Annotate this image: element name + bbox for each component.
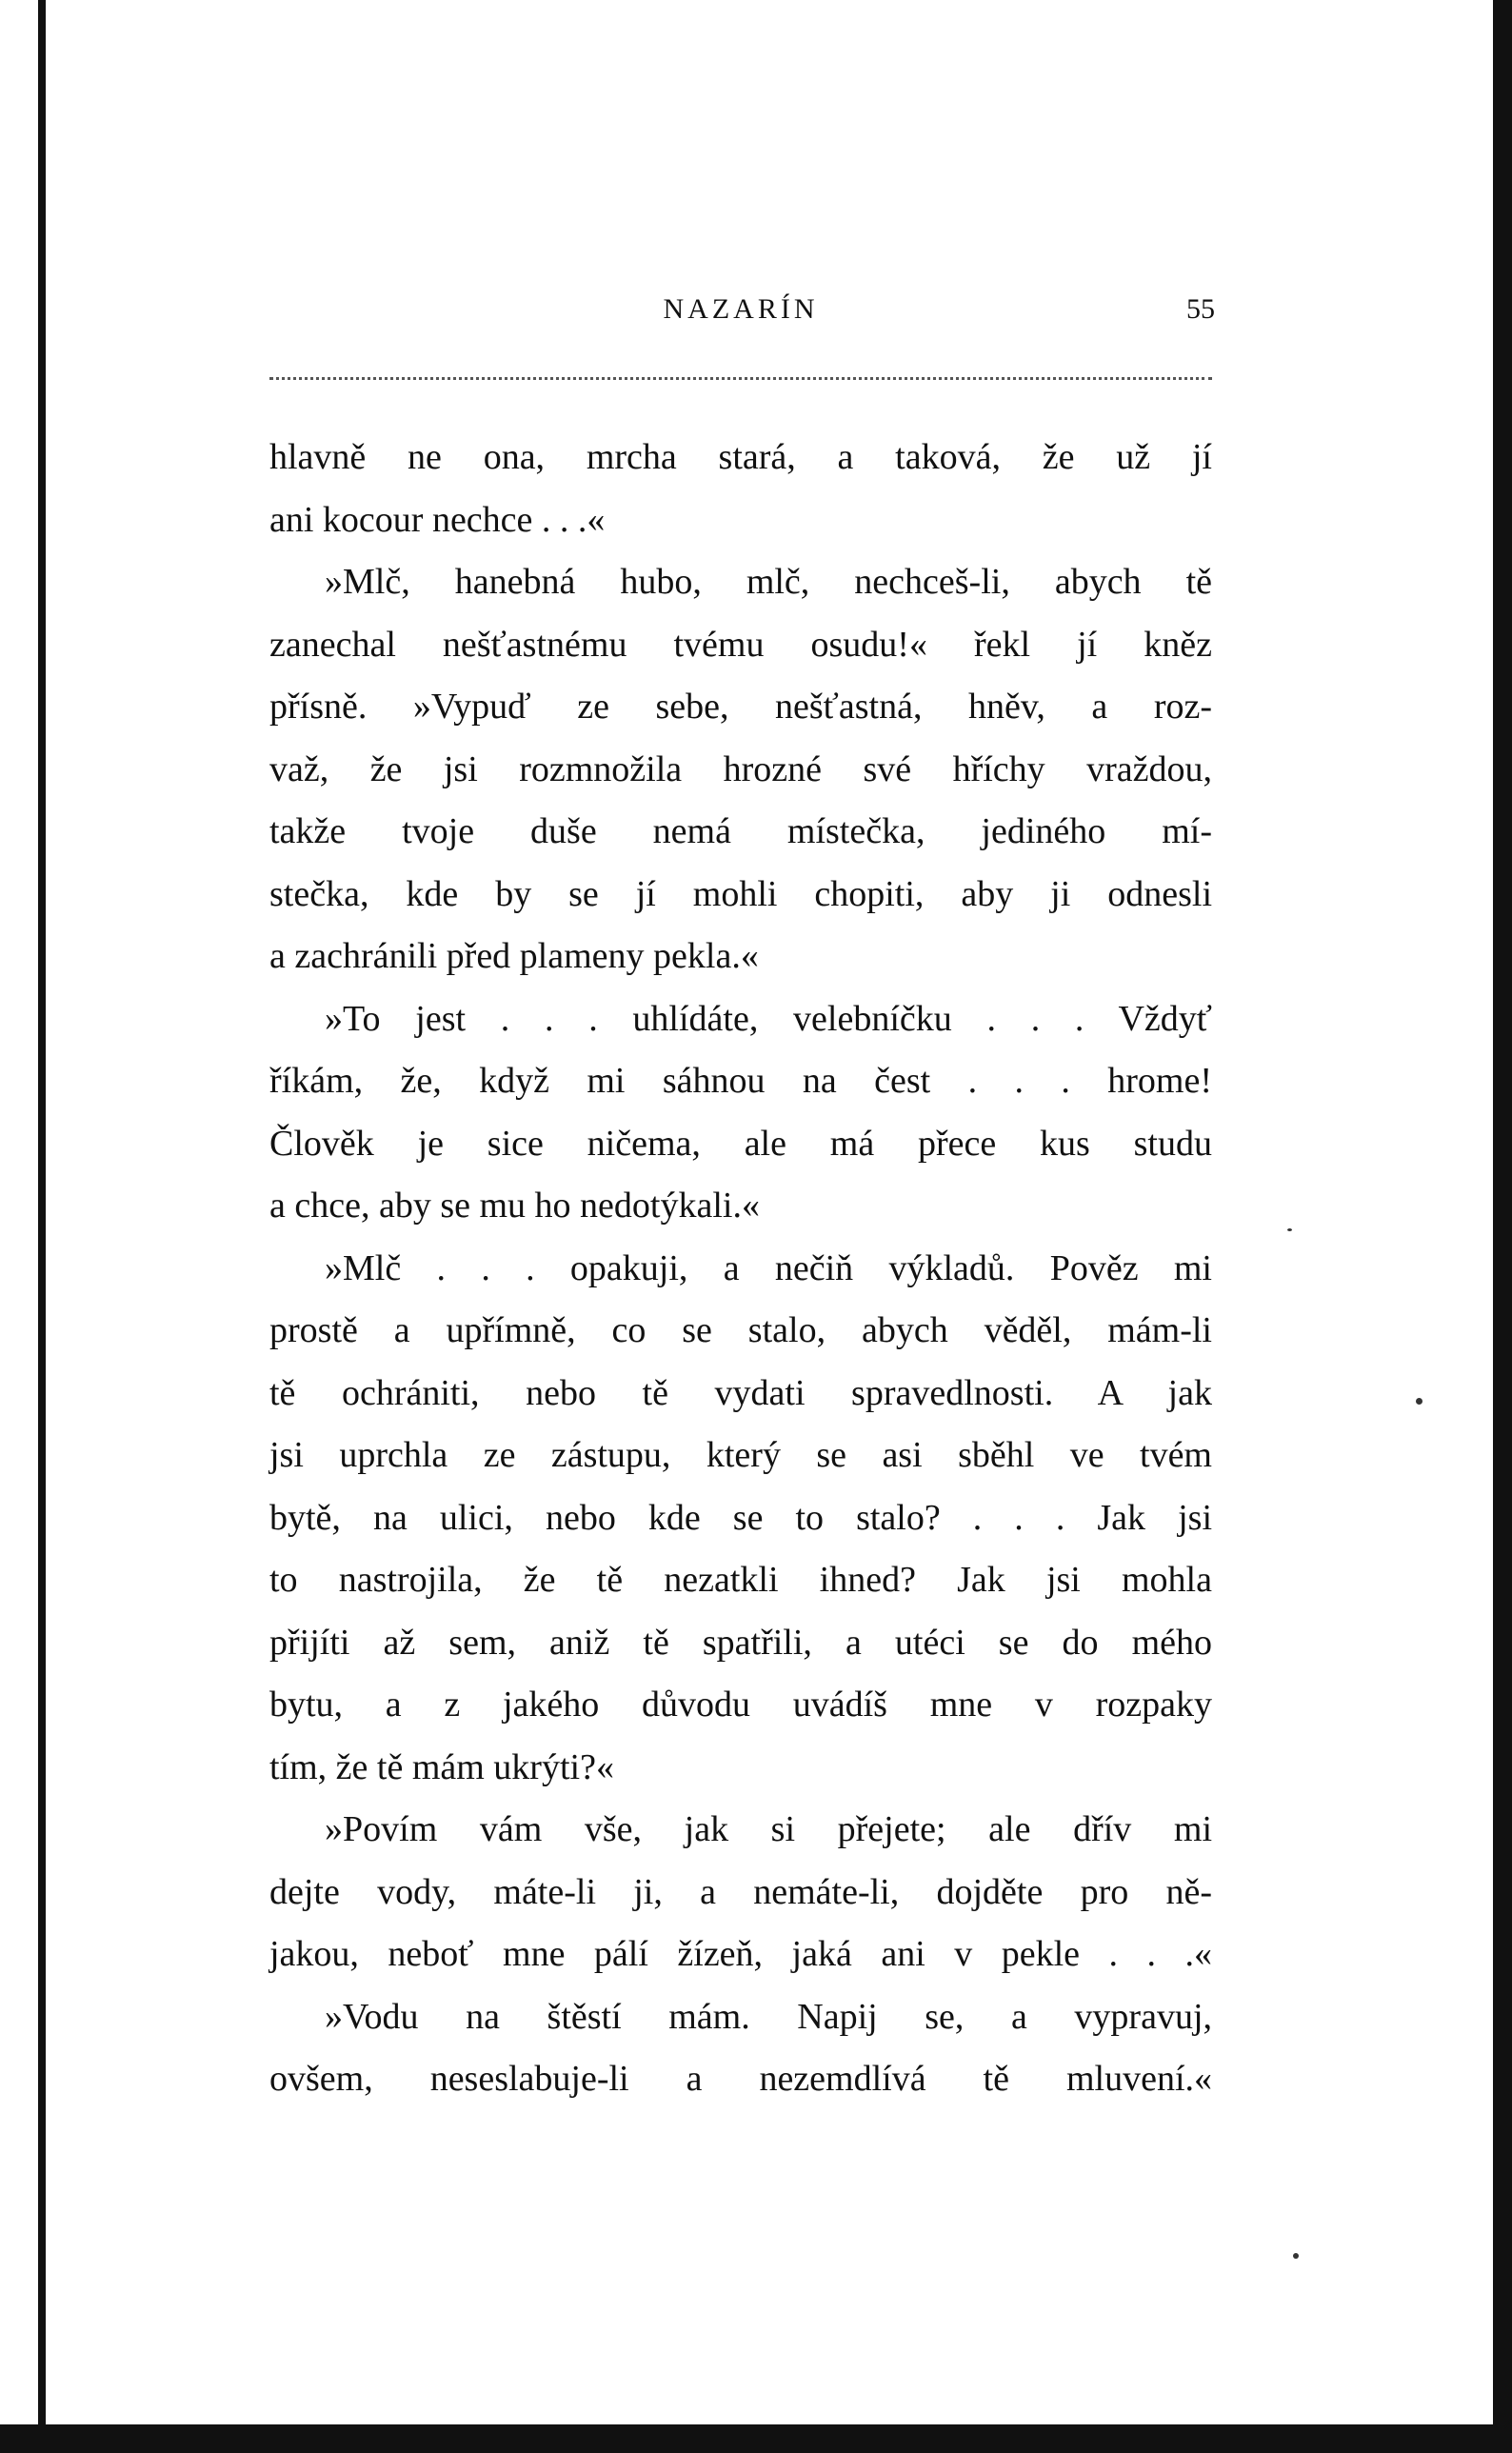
text-line: tě ochrániti, nebo tě vydati spravedlnosti. A jak	[269, 1372, 1212, 1413]
header-dotted-rule	[269, 377, 1212, 380]
text-line: tím, že tě mám ukrýti?«	[269, 1746, 614, 1787]
text-line: jakou, neboť mne pálí žízeň, jaká ani v pekle . . .«	[269, 1934, 1212, 1974]
running-head	[269, 288, 1215, 333]
text-line: bytě, na ulici, nebo kde se to stalo? . . . Jak jsi	[269, 1497, 1212, 1538]
text-line: prostě a upřímně, co se stalo, abych věděl, mám-li	[269, 1310, 1212, 1350]
page-number: 55	[1186, 293, 1215, 325]
text-line: jsi uprchla ze zástupu, který se asi sběhl ve tvém	[269, 1435, 1212, 1475]
text-line: »Vodu na štěstí mám. Napij se, a vypravuj,	[325, 1996, 1212, 2037]
text-line: »To jest . . . uhlídáte, velebníčku . . . Vždyť	[325, 998, 1212, 1039]
body-text	[269, 427, 1212, 2111]
text-line: takže tvoje duše nemá místečka, jediného mí-	[269, 811, 1212, 851]
text-line: přijíti až sem, aniž tě spatřili, a utéci se do mého	[269, 1622, 1212, 1663]
text-line: stečka, kde by se jí mohli chopiti, aby ji odnesli	[269, 873, 1212, 914]
text-line: dejte vody, máte-li ji, a nemáte-li, dojděte pro ně-	[269, 1871, 1212, 1912]
scan-right-edge	[1493, 0, 1512, 2453]
text-line: říkám, že, když mi sáhnou na čest . . . hrome!	[269, 1061, 1212, 1101]
text-line: ani kocour nechce . . .«	[269, 499, 606, 540]
text-line: Člověk je sice ničema, ale má přece kus studu	[269, 1123, 1212, 1164]
scan-speck	[1416, 1398, 1422, 1405]
text-line: bytu, a z jakého důvodu uvádíš mne v rozpaky	[269, 1685, 1212, 1725]
text-line: ovšem, neseslabuje-li a nezemdlívá tě mluvení.«	[269, 2059, 1212, 2099]
text-line: »Mlč . . . opakuji, a nečiň výkladů. Pověz mi	[325, 1247, 1212, 1288]
scan-speck	[1287, 1228, 1292, 1231]
scan-bottom-edge	[0, 2424, 1512, 2453]
text-line: a chce, aby se mu ho nedotýkali.«	[269, 1186, 760, 1226]
text-line: přísně. »Vypuď ze sebe, nešťastná, hněv, a roz-	[269, 687, 1212, 727]
text-line: to nastrojila, že tě nezatkli ihned? Jak jsi mohla	[269, 1560, 1212, 1600]
text-line: a zachránili před plameny pekla.«	[269, 936, 759, 976]
text-line: »Mlč, hanebná hubo, mlč, nechceš-li, abych tě	[325, 562, 1212, 602]
scan-left-edge	[0, 0, 46, 2453]
scan-speck	[1293, 2253, 1299, 2259]
running-title: NAZARÍN	[663, 293, 819, 325]
text-line: »Povím vám vše, jak si přejete; ale dřív mi	[325, 1809, 1212, 1849]
text-line: hlavně ne ona, mrcha stará, a taková, že už jí	[269, 437, 1212, 477]
text-line: zanechal nešťastnému tvému osudu!« řekl jí kněz	[269, 624, 1212, 665]
text-line: važ, že jsi rozmnožila hrozné své hříchy vraždou,	[269, 748, 1212, 789]
